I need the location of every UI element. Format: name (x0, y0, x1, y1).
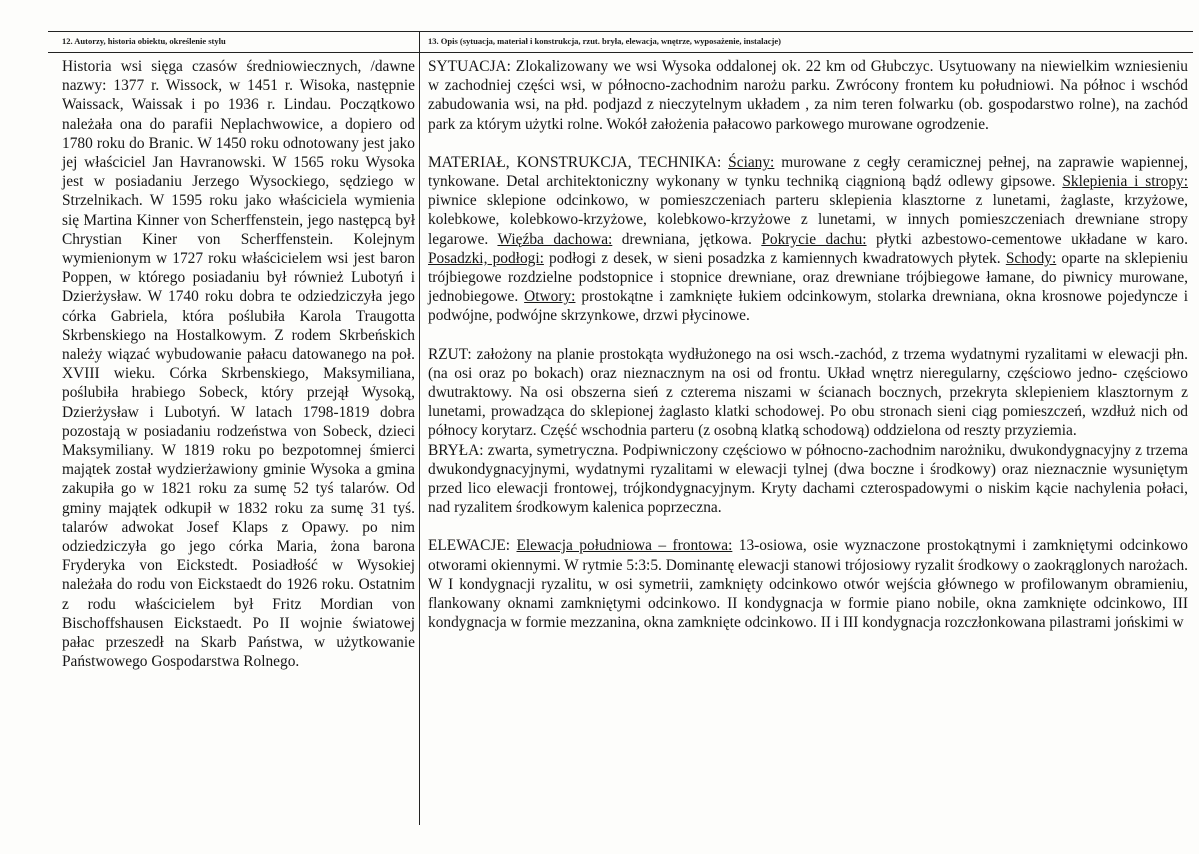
posadzki-label: Posadzki, podłogi: (428, 249, 544, 267)
sklepienia-text: piwnice sklepione odcinkowo, w pomieszczeniach parteru sklepienia klasztorne z lunetami, żaglaste, krzyżowe, kolebkowe, kolebkowo-krzyżowe, kolebkowo-krzyżowe z lunetami, w innych pomieszczeniach drewniane stropy legarowe. (428, 192, 1188, 248)
elewacje-text: 13-osiowa, osie wyznaczone prostokątnymi i zamkniętymi odcinkowo otworami okiennymi. W rytmie 5:3:5. Dominantę elewacji stanowi trójosiowy ryzalit środkowy o zaokrąglonych narożach. W I kondygnacji ryzalitu, w osi symetrii, zamknięty odcinkowo otwór wejścia głównego w profilowanym obramieniu, flankowany oknami zamkniętymi odcinkowo. II kondygnacja w formie piano nobile, okna zamknięte odcinkowo, III kondygnacja w formie mezzanina, okna zamknięte odcinkowo. II i III kondygnacja rozczłonkowana pilastrami jońskimi w (428, 537, 1188, 632)
otwory-text: prostokątne i zamknięte łukiem odcinkowym, stolarka drewniana, okna krosnowe pojedyncze i podwójne, podwójne skrzynkowe, drzwi płycinowe. (428, 288, 1188, 325)
column-divider (419, 31, 420, 825)
history-column (62, 57, 415, 672)
otwory-label: Otwory: (524, 288, 576, 306)
history-section-header: 12. Autorzy, historia obiektu, określenie stylu (62, 36, 226, 46)
description-column (428, 57, 1188, 632)
paragraph-gap (428, 134, 1188, 153)
schody-label: Schody: (1005, 249, 1057, 267)
paragraph-gap (428, 517, 1188, 536)
wiezba-text: drewniana, jętkowa. (612, 230, 762, 248)
sciany-label: Ściany: (728, 153, 775, 171)
elewacje-paragraph (428, 536, 1188, 632)
sytuacja-paragraph: SYTUACJA: Zlokalizowany we wsi Wysoka oddalonej ok. 22 km od Głubczyc. Usytuowany na niewielkim wzniesieniu w zachodniej części wsi, w północno-zachodnim narożu parku. Zwrócony frontem ku południowi. Na północ i wschód zabudowania wsi, na płd. podjazd z nieczytelnym układem , za nim teren folwarku (ob. gospodarstwo rolne), na zachód park za którym użytki rolne. Wokół założenia pałacowo parkowego murowane ogrodzenie. (428, 58, 1188, 133)
rzut-paragraph: RZUT: założony na planie prostokąta wydłużonego na osi wsch.-zachód, z trzema wydatnymi ryzalitami w elewacji płn. (na osi oraz po bokach) oraz nieznacznym na osi od frontu. Układ wnętrz nieregularny, częściowo jedno- częściowo dwutraktowy. Na osi obszerna sień z czterema niszami w ścianach bocznych, przekryta sklepieniem klasztornym z lunetami, prowadząca do sklepionej żaglasto klatki schodowej. Po obu stronach sieni ciąg pomieszczeń, wzdłuż nich od północy korytarz. Część wschodnia parteru (z osobną klatką schodową) oddzielona od reszty przyziemia. (428, 345, 1188, 440)
pokrycie-text: płytki azbestowo-cementowe układane w karo. (866, 230, 1188, 248)
elewacje-lead: ELEWACJE: (428, 537, 517, 555)
header-rule (48, 52, 1193, 53)
elewacja-frontowa-label: Elewacja południowa – frontowa: (516, 537, 733, 555)
posadzki-text: podłogi z desek, w sieni posadzka z kamiennych kwadratowych płytek. (543, 249, 1006, 267)
material-paragraph (428, 153, 1188, 326)
description-section-header: 13. Opis (sytuacja, materiał i konstrukcja, rzut. bryła, elewacja, wnętrze, wyposażenie, instalacje) (428, 36, 781, 46)
sklepienia-label: Sklepienia i stropy: (1062, 173, 1188, 191)
bryla-paragraph: BRYŁA: zwarta, symetryczna. Podpiwniczony częściowo w północno-zachodnim narożniku, dwukondygnacyjny z trzema dwukondygnacyjnymi, wydatnymi ryzalitami w elewacji tylnej (dwa boczne i środkowy) oraz nieznacznie wysuniętym przed lico elewacji frontowej, trójkondygnacyjnym. Kryty dachami czterospadowymi o niskim kącie nachylenia połaci, nad ryzalitem środkowym kalenica poprzeczna. (428, 441, 1188, 517)
material-lead: MATERIAŁ, KONSTRUKCJA, TECHNIKA: (428, 153, 729, 171)
history-text: Historia wsi sięga czasów średniowiecznych, /dawne nazwy: 1377 r. Wissock, w 1451 r. Wisoka, następnie Waissack, Waissak i po 1936 r. Lindau. Początkowo należała ona do parafii Neplachwowice, a dopiero od 1780 roku do Branic. W 1450 roku odnotowany jest jako jej właściciel Jan Havranowski. W 1565 roku Wysoka jest w posiadaniu Jerzego Wysockiego, sędziego w Strzelnikach. W 1595 roku jako właściciela wymienia się Martina Kinner von Scherffenstein, jego następcą był Chrystian Kiner von Scherffenstein. Kolejnym wymienionym w 1727 roku właścicielem wsi jest baron Poppen, w którego posiadaniu był również Lubotyń i Dzierżysław. W 1740 roku dobra te odziedziczyła jego córka Gabriela, która poślubiła Karola Traugotta Skrbenskiego na Hostalkowym. Z rodem Skrbeńskich należy wiązać wybudowanie pałacu datowanego na poł. XVIII wieku. Córka Skrbenskiego, Maksymiliana, poślubiła hrabiego Sobeck, który przejął Wysoką, Dzierżysław i Lubotyń. W latach 1798-1819 dobra pozostają w posiadaniu rodzeństwa von Sobeck, dzieci Maksymiliany. W 1819 roku po bezpotomnej śmierci majątek został wydzierżawiony gminie Wysoka a gmina zakupiła go w 1821 roku za sumę 52 tyś talarów. Od gminy majątek odkupił w 1832 roku za sumę 31 tyś. talarów adwokat Josef Klaps z Opawy. po nim odziedziczyła go jego córka Maria, żona barona Fryderyka von Eickstedt. Posiadłość w Wysokiej należała do rodu von Eickstaedt do 1926 roku. Ostatnim z rodu właścicielem był Fritz Mordian von Bischoffshausen Eickstaedt. Po II wojnie światowej pałac przeszedł na Skarb Państwa, w użytkowanie Państwowego Gospodarstwa Rolnego. (62, 58, 415, 671)
paragraph-gap (428, 326, 1188, 345)
wiezba-label: Więźba dachowa: (497, 230, 613, 248)
pokrycie-label: Pokrycie dachu: (761, 230, 867, 248)
schody-text: oparte na sklepieniu trójbiegowe rozdzielne podstopnice i stopnice drewniane, oraz drewniane trójbiegowe łamane, do piwnicy murowane, jednobiegowe. (428, 249, 1188, 306)
table-top-rule (48, 31, 1193, 32)
sciany-text: murowane z cegły ceramicznej pełnej, na zaprawie wapiennej, tynkowane. Detal architektoniczny wykonany w tynku techniką ciągnioną bądź odlewy gipsowe. (428, 153, 1189, 191)
